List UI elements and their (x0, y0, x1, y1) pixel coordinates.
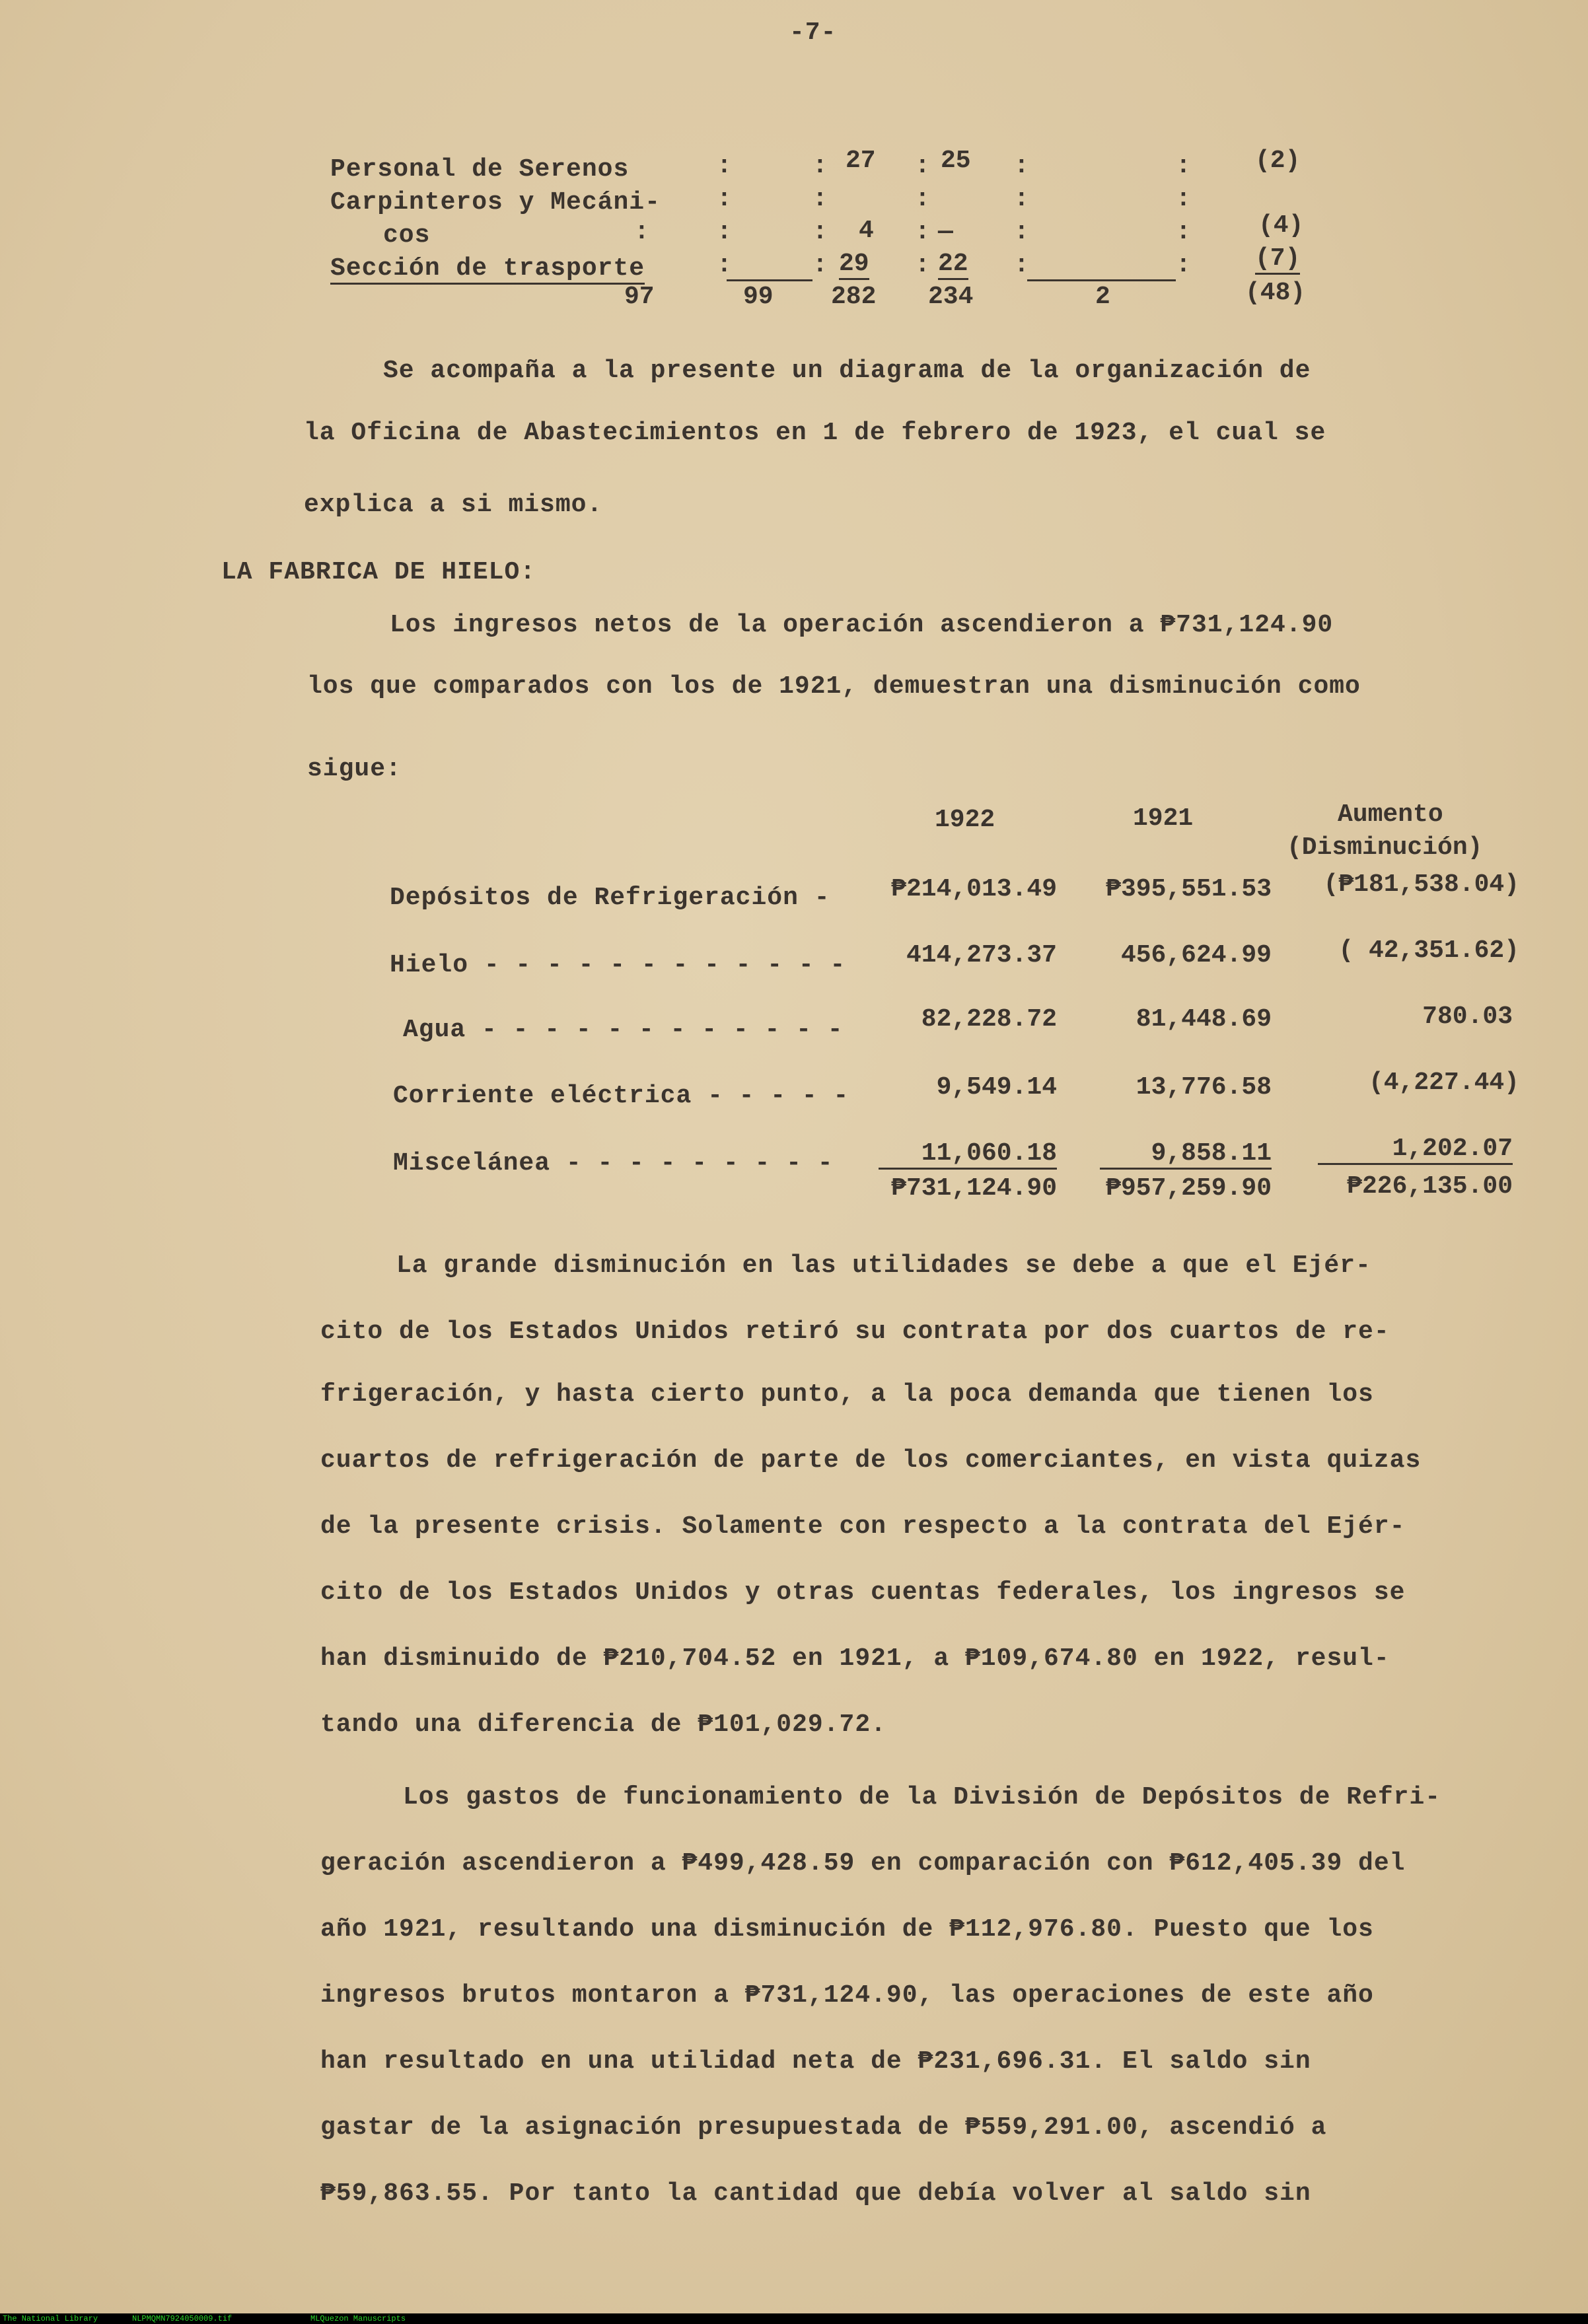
value-diff: ( 42,351.62) (1338, 936, 1519, 965)
staff-total: 97 (624, 283, 655, 311)
column-separator: : (717, 251, 732, 279)
value-1921: 81,448.69 (1136, 1005, 1272, 1034)
total-1922: ₱731,124.90 (891, 1174, 1057, 1203)
staff-row-label: cos (383, 221, 431, 250)
staff-total: 99 (743, 283, 774, 311)
value-1921: 13,776.58 (1136, 1073, 1272, 1102)
column-separator: : (717, 185, 732, 213)
text-line: La grande disminución en las utilidades se debe a que el Ejér- (396, 1251, 1371, 1280)
scan-footer (0, 2313, 1588, 2324)
staff-cell: 4 (859, 217, 874, 245)
column-header: 1921 (1133, 804, 1194, 833)
column-separator: : (717, 218, 732, 246)
text-line: sigue: (307, 755, 402, 783)
total-rule (1027, 279, 1176, 281)
value-diff: 780.03 (1422, 1003, 1513, 1031)
column-separator: : (1176, 185, 1191, 213)
text-line: ₱59,863.55. Por tanto la cantidad que debía volver al saldo sin (320, 2179, 1311, 2208)
column-separator: : (1176, 152, 1191, 180)
staff-cell: (2) (1255, 147, 1301, 175)
value-1921: 456,624.99 (1120, 941, 1272, 969)
column-separator: : (1014, 185, 1029, 213)
total-rule (727, 279, 812, 281)
column-separator: : (1014, 251, 1029, 279)
column-header: (Disminución) (1287, 833, 1483, 862)
column-separator: : (717, 152, 732, 180)
value-1921: ₱395,551.53 (1106, 875, 1272, 903)
value-1921: 9,858.11 (1100, 1139, 1272, 1170)
column-separator: : (915, 218, 930, 246)
staff-cell: 25 (941, 147, 971, 175)
text-line: cito de los Estados Unidos retiró su contrata por dos cuartos de re- (320, 1318, 1390, 1346)
value-diff: 1,202.07 (1318, 1135, 1513, 1165)
staff-row-label: Personal de Serenos (330, 155, 630, 184)
staff-cell: (4) (1258, 211, 1304, 240)
text-line: cuartos de refrigeración de parte de los comerciantes, en vista quizas (320, 1446, 1422, 1475)
row-label: Depósitos de Refrigeración - (390, 884, 830, 912)
text-line: gastar de la asignación presupuestada de ₱559,291.00, ascendió a (320, 2113, 1327, 2142)
text-line: Se acompaña a la presente un diagrama de la organización de (383, 357, 1311, 385)
column-separator: : (812, 152, 828, 180)
column-separator: : (812, 185, 828, 213)
staff-row-label: Carpinteros y Mecáni- (330, 188, 661, 217)
text-line: tando una diferencia de ₱101,029.72. (320, 1710, 886, 1739)
staff-total: 282 (831, 283, 877, 311)
row-label: Hielo - - - - - - - - - - - - (390, 951, 846, 979)
staff-cell: (7) (1255, 244, 1300, 275)
total-diff: ₱226,135.00 (1347, 1172, 1513, 1201)
column-separator: : (1014, 152, 1029, 180)
footer-filename: NLPMQMN7924050009.tif (132, 2314, 233, 2323)
column-separator: : (812, 218, 828, 246)
column-separator: : (915, 185, 930, 213)
text-line: frigeración, y hasta cierto punto, a la poca demanda que tienen los (320, 1380, 1374, 1409)
column-header: 1922 (935, 806, 995, 834)
row-label: Corriente eléctrica - - - - - (393, 1082, 849, 1110)
column-separator: : (915, 152, 930, 180)
text-line: Los gastos de funcionamiento de la División de Depósitos de Refri- (403, 1783, 1441, 1812)
staff-total: 2 (1095, 283, 1110, 311)
staff-cell: 29 (839, 250, 869, 280)
footer-collection: MLQuezon Manuscripts (310, 2314, 406, 2323)
text-line: la Oficina de Abastecimientos en 1 de febrero de 1923, el cual se (304, 419, 1326, 447)
value-1922: 82,228.72 (921, 1005, 1057, 1034)
column-separator: : (634, 218, 649, 246)
text-line: los que comparados con los de 1921, demuestran una disminución como (307, 672, 1361, 701)
value-1922: 414,273.37 (906, 941, 1057, 969)
text-line: de la presente crisis. Solamente con respecto a la contrata del Ejér- (320, 1512, 1406, 1541)
staff-total: (48) (1245, 279, 1306, 307)
value-1922: 11,060.18 (879, 1139, 1057, 1170)
column-separator: : (1176, 218, 1191, 246)
text-line: han resultado en una utilidad neta de ₱231,696.31. El saldo sin (320, 2047, 1311, 2076)
total-1921: ₱957,259.90 (1106, 1174, 1272, 1203)
page-number: -7- (789, 18, 837, 47)
staff-total: 234 (928, 283, 974, 311)
staff-cell: 27 (846, 147, 876, 175)
column-separator: : (1176, 251, 1191, 279)
value-diff: (4,227.44) (1368, 1069, 1519, 1097)
text-line: cito de los Estados Unidos y otras cuentas federales, los ingresos se (320, 1578, 1406, 1607)
value-diff: (₱181,538.04) (1323, 870, 1519, 899)
text-line: Los ingresos netos de la operación ascendieron a ₱731,124.90 (390, 611, 1334, 639)
staff-cell: 22 (938, 250, 968, 280)
value-1922: ₱214,013.49 (891, 875, 1057, 903)
staff-cell: — (938, 218, 953, 246)
column-separator: : (915, 251, 930, 279)
text-line: explica a si mismo. (304, 491, 603, 519)
section-heading: LA FABRICA DE HIELO: (221, 558, 536, 586)
row-label: Miscelánea - - - - - - - - - (393, 1149, 834, 1178)
column-header: Aumento (1338, 800, 1443, 829)
text-line: geración ascendieron a ₱499,428.59 en comparación con ₱612,405.39 del (320, 1849, 1406, 1878)
column-separator: : (812, 251, 828, 279)
column-separator: : (1014, 218, 1029, 246)
value-1922: 9,549.14 (936, 1073, 1057, 1102)
text-line: han disminuido de ₱210,704.52 en 1921, a ₱109,674.80 en 1922, resul- (320, 1644, 1390, 1673)
text-line: ingresos brutos montaron a ₱731,124.90, las operaciones de este año (320, 1981, 1374, 2010)
text-line: año 1921, resultando una disminución de ₱112,976.80. Puesto que los (320, 1915, 1374, 1944)
staff-row-label: Sección de trasporte (330, 254, 645, 285)
row-label: Agua - - - - - - - - - - - - (403, 1016, 844, 1044)
footer-library: The National Library (3, 2314, 98, 2323)
